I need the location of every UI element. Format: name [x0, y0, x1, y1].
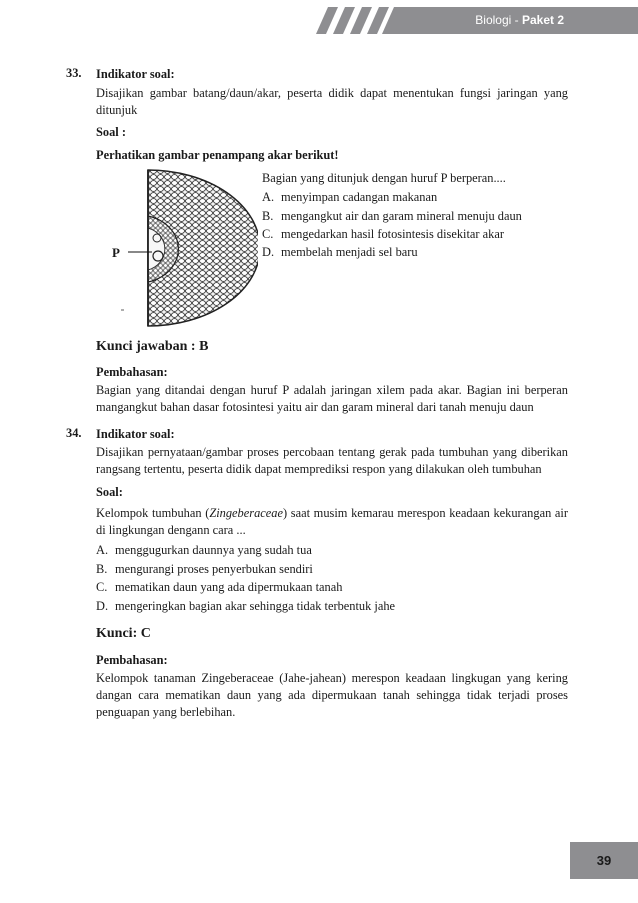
q34-number: 34. — [66, 426, 82, 440]
q34-indikator-label: Indikator soal: — [96, 427, 175, 441]
q34-pembahasan-text: Kelompok tanaman Zingeberaceae (Jahe-jahean) merespon keadaan lingkugan yang kering dangan cara mematikan daun yang ada dipermukaan tanah sehingga tidak terjadi proses penguapan yang berlebihan. — [96, 671, 568, 719]
q33-indikator-label: Indikator soal: — [96, 67, 175, 81]
q34-option-c: C. mematikan daun yang ada dipermukaan tanah — [96, 580, 343, 594]
q34-soal-label: Soal: — [96, 485, 123, 499]
q33-soal-label: Soal : — [96, 125, 126, 139]
q33-indikator-text: Disajikan gambar batang/daun/akar, peserta didik dapat menentukan fungsi jaringan yang ditunjuk — [96, 86, 568, 117]
q34-indikator-text: Disajikan pernyataan/gambar proses percobaan tentang gerak pada tumbuhan yang diberikan rangsang tertentu, peserta didik dapat memprediksi respon yang dilakukan oleh tumbuhan — [96, 445, 568, 476]
header-title: Biologi - Paket 2 — [475, 13, 564, 27]
q33-option-b: B. mengangkut air dan garam mineral menuju daun — [262, 209, 522, 223]
q33-option-c: C. mengedarkan hasil fotosintesis disekitar akar — [262, 227, 504, 241]
q34-option-b: B. mengurangi proses penyerbukan sendiri — [96, 562, 313, 576]
figure-label-p: P — [112, 245, 120, 260]
q33-option-d: D. membelah menjadi sel baru — [262, 245, 418, 259]
q34-option-a: A. menggugurkan daunnya yang sudah tua — [96, 543, 312, 557]
q33-question: Bagian yang ditunjuk dengan huruf P berperan.... — [262, 171, 506, 185]
q34-soal-text: Kelompok tumbuhan (Zingeberaceae) saat musim kemarau merespon keadaan kekurangan air di lingkungan dengann cara ... — [96, 506, 569, 537]
q34-option-d: D. mengeringkan bagian akar sehingga tidak terbentuk jahe — [96, 599, 396, 613]
q33-option-a: A. menyimpan cadangan makanan — [262, 190, 438, 204]
q34-pembahasan-label: Pembahasan: — [96, 653, 168, 667]
q33-number: 33. — [66, 66, 82, 80]
q33-pembahasan-text: Bagian yang ditandai dengan huruf P adalah jaringan xilem pada akar. Bagian ini berperan mangangkut bahan dasar fotosintesi yaitu air dan garam mineral dari tanah menuju daun — [96, 383, 568, 414]
page-number: 39 — [570, 842, 638, 879]
root-cross-section-figure — [108, 168, 258, 328]
q33-instruction: Perhatikan gambar penampang akar berikut! — [96, 148, 339, 162]
q34-answer-key: Kunci: C — [96, 626, 151, 641]
q33-pembahasan-label: Pembahasan: — [96, 365, 168, 379]
q33-answer-key: Kunci jawaban : B — [96, 339, 209, 354]
